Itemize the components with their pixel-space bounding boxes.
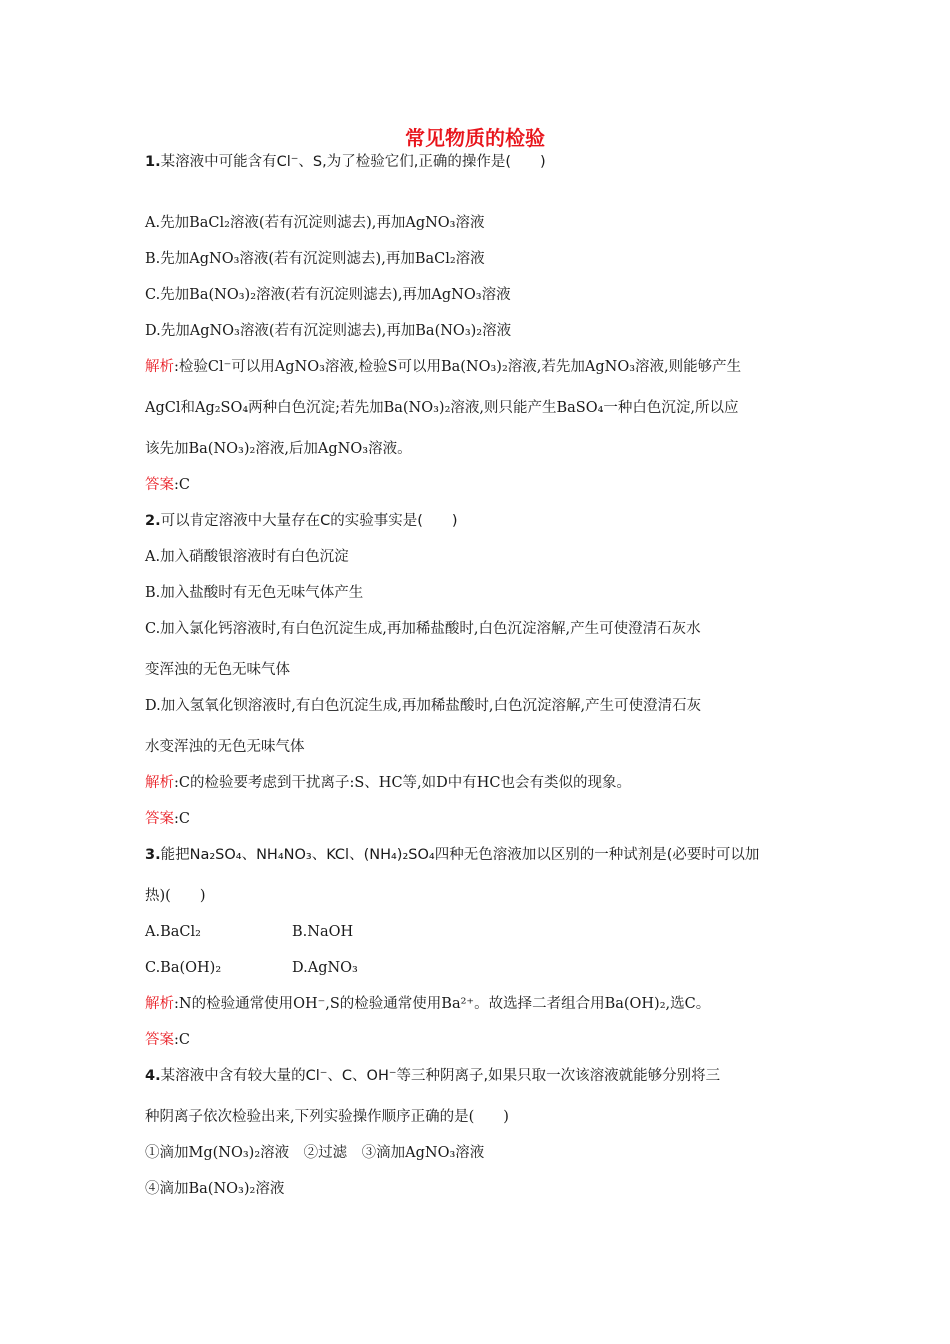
- q1-number: 1.: [145, 154, 161, 170]
- q1-option-b: B.先加AgNO₃溶液(若有沉淀则滤去),再加BaCl₂溶液: [145, 251, 485, 267]
- q2-analysis: [145, 773, 631, 793]
- answer-label: 答案: [145, 1032, 174, 1048]
- q2-option-a: A.加入硝酸银溶液时有白色沉淀: [145, 549, 349, 565]
- q4-operations-line2: ④滴加Ba(NO₃)₂溶液: [145, 1181, 285, 1197]
- q1-analysis-text1: :检验Cl⁻可以用AgNO₃溶液,检验S可以用Ba(NO₃)₂溶液,若先加AgNO₃溶液,则能够产生: [174, 359, 742, 375]
- q2-stem-text: 可以肯定溶液中大量存在C的实验事实是( ): [160, 513, 458, 529]
- q3-option-b: B.NaOH: [292, 924, 354, 940]
- q3-analysis-text: :N的检验通常使用OH⁻,S的检验通常使用Ba²⁺。故选择二者组合用Ba(OH)₂,选C。: [174, 996, 711, 1012]
- q1-option-a: A.先加BaCl₂溶液(若有沉淀则滤去),再加AgNO₃溶液: [145, 215, 485, 231]
- q1-answer: [145, 475, 190, 495]
- q3-option-c: C.Ba(OH)₂: [145, 960, 222, 976]
- q2-analysis-text: :C的检验要考虑到干扰离子:S、HC等,如D中有HC也会有类似的现象。: [174, 775, 632, 791]
- q1-stem-text: 某溶液中可能含有Cl⁻、S,为了检验它们,正确的操作是( ): [160, 154, 546, 170]
- q3-options-row1: [145, 922, 201, 942]
- answer-label: 答案: [145, 477, 174, 493]
- q3-answer: [145, 1030, 190, 1050]
- q2-stem: [145, 511, 458, 531]
- q4-stem-line2: 种阴离子依次检验出来,下列实验操作顺序正确的是( ): [145, 1109, 509, 1125]
- q1-analysis-line2: AgCl和Ag₂SO₄两种白色沉淀;若先加Ba(NO₃)₂溶液,则只能产生BaSO₄一种白色沉淀,所以应: [145, 400, 739, 416]
- q3-stem-line2: 热)( ): [145, 888, 206, 904]
- q2-answer: [145, 809, 190, 829]
- q3-stem-line1: [145, 845, 759, 865]
- q4-operations-line1: ①滴加Mg(NO₃)₂溶液 ②过滤 ③滴加AgNO₃溶液: [145, 1145, 485, 1161]
- q4-stem-text1: 某溶液中含有较大量的Cl⁻、C、OH⁻等三种阴离子,如果只取一次该溶液就能够分别将三: [160, 1068, 721, 1084]
- q1-answer-text: :C: [174, 477, 190, 493]
- q3-option-d: D.AgNO₃: [292, 960, 358, 976]
- analysis-label: 解析: [145, 775, 174, 791]
- q1-stem: [145, 152, 546, 172]
- q1-analysis-line1: [145, 357, 741, 377]
- q3-options-row2: [145, 958, 221, 978]
- q1-option-d: D.先加AgNO₃溶液(若有沉淀则滤去),再加Ba(NO₃)₂溶液: [145, 323, 512, 339]
- q3-option-a: A.BaCl₂: [145, 924, 201, 940]
- q1-analysis-line3: 该先加Ba(NO₃)₂溶液,后加AgNO₃溶液。: [145, 441, 412, 457]
- q2-answer-text: :C: [174, 811, 190, 827]
- q3-stem-text1: 能把Na₂SO₄、NH₄NO₃、KCl、(NH₄)₂SO₄四种无色溶液加以区别的一种试剂是(必要时可以加: [160, 847, 760, 863]
- q3-answer-text: :C: [174, 1032, 190, 1048]
- q3-number: 3.: [145, 847, 161, 863]
- q2-number: 2.: [145, 513, 161, 529]
- q2-option-c-line1: C.加入氯化钙溶液时,有白色沉淀生成,再加稀盐酸时,白色沉淀溶解,产生可使澄清石灰水: [145, 621, 701, 637]
- q3-analysis: [145, 994, 710, 1014]
- page-title: 常见物质的检验: [405, 126, 545, 150]
- analysis-label: 解析: [145, 359, 174, 375]
- q2-option-d-line1: D.加入氢氧化钡溶液时,有白色沉淀生成,再加稀盐酸时,白色沉淀溶解,产生可使澄清石灰: [145, 698, 702, 714]
- q2-option-d-line2: 水变浑浊的无色无味气体: [145, 739, 305, 755]
- answer-label: 答案: [145, 811, 174, 827]
- q2-option-c-line2: 变浑浊的无色无味气体: [145, 662, 290, 678]
- q4-number: 4.: [145, 1068, 161, 1084]
- q4-stem-line1: [145, 1066, 720, 1086]
- q2-option-b: B.加入盐酸时有无色无味气体产生: [145, 585, 364, 601]
- analysis-label: 解析: [145, 996, 174, 1012]
- q1-option-c: C.先加Ba(NO₃)₂溶液(若有沉淀则滤去),再加AgNO₃溶液: [145, 287, 511, 303]
